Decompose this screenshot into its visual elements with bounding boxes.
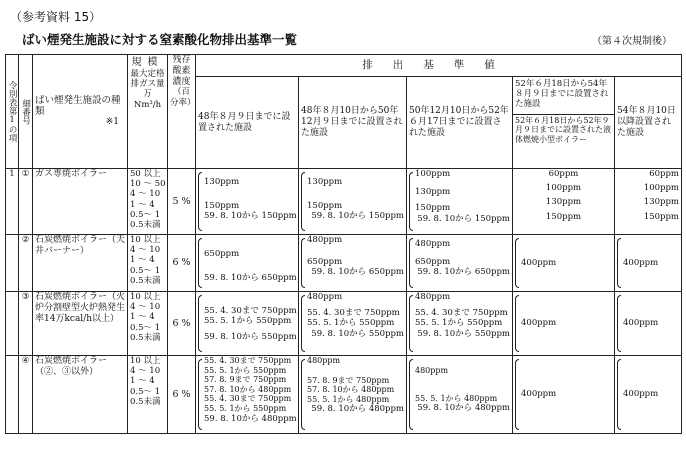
facility-name: 石炭燃焼ボイラー（②、③以外）: [33, 356, 128, 434]
col-header-scale: [128, 55, 168, 169]
standard-note: 59. 8. 10から 550ppm: [204, 332, 297, 343]
period4-label: 52年６月18日から54年８月９日までに設置された施設: [515, 79, 609, 110]
scale-item: 0.5未満: [130, 332, 161, 343]
standard-value: 55. 5. 1から 550ppm: [204, 365, 287, 375]
o2-unit-label: （百分率）: [170, 87, 196, 108]
o2-value: 6 %: [168, 292, 196, 356]
standard-period5: [615, 169, 682, 235]
reference-label: （参考資料 15）: [10, 10, 102, 24]
scale-item: 1 ～ 4: [130, 255, 155, 266]
standard-note: 59. 8. 10から 480ppm: [311, 404, 404, 415]
standard-note: 59. 8. 10から 650ppm: [417, 267, 510, 278]
scale-item: 4 ～ 10: [130, 302, 161, 313]
scale-item: 10 以上: [130, 356, 161, 366]
scale-item: 0.5未満: [130, 275, 161, 286]
facility-type-label: ばい煙発生施設の種類: [35, 94, 121, 118]
standard-value: 130ppm: [307, 177, 343, 187]
standard-period4: 400ppm: [513, 235, 615, 292]
facility-note-label: ※1: [105, 117, 119, 128]
standard-value: 55. 5. 1から 550ppm: [204, 403, 287, 413]
facility-name: 石炭燃焼ボイラー（天井バーナー）: [33, 235, 128, 292]
scale-list: [128, 169, 168, 235]
col-header-period2: 48年８月10日から50年12月９日までに設置された施設: [299, 77, 407, 169]
standard-value: 55. 5. 1から 480ppm: [307, 394, 390, 404]
scale-item: 1 ～ 4: [130, 199, 155, 210]
sub-no: ②: [19, 235, 33, 292]
standard-value: 57. 8. 10から 480ppm: [204, 384, 292, 394]
o2-value: 6 %: [168, 356, 196, 434]
standard-period2: [299, 169, 407, 235]
facility-name: ガス専焼ボイラー: [33, 169, 128, 235]
standard-value: 55. 4. 30まで 750ppm: [307, 308, 400, 319]
emission-standards-table: [5, 54, 682, 434]
standard-period3: [407, 356, 513, 434]
o2-value: 5 %: [168, 169, 196, 235]
col-header-sub-no: 細番号: [19, 55, 33, 169]
standard-value: 130ppm: [643, 197, 679, 208]
standard-period5: 400ppm: [615, 235, 682, 292]
standard-value: 480ppm: [415, 292, 451, 302]
scale-list: [128, 292, 168, 356]
standard-value: 55. 4. 30まで 750ppm: [204, 394, 292, 404]
scale-item: 1 ～ 4: [130, 376, 155, 387]
item-no-empty: [6, 292, 19, 356]
standard-note: 59. 8. 10から 150ppm: [204, 211, 297, 222]
standard-value: 55. 4. 30まで 750ppm: [204, 306, 297, 316]
standard-period1: [196, 356, 299, 434]
standard-value: 150ppm: [307, 201, 343, 212]
col-header-item-no: 令別表第1の項: [6, 55, 19, 169]
standard-value: 650ppm: [415, 257, 451, 268]
standard-value: 57. 8. 9まで 750ppm: [204, 375, 287, 385]
scale-item: 1 ～ 4: [130, 312, 155, 323]
scale-item: 10 以上: [130, 235, 161, 245]
scale-list: [128, 235, 168, 292]
col-header-facility: [33, 55, 128, 169]
standard-value: 650ppm: [307, 257, 343, 268]
standard-period2: [299, 235, 407, 292]
standard-value: 57. 8. 9まで 750ppm: [307, 375, 390, 385]
standard-period5: 400ppm: [615, 292, 682, 356]
standard-period2: [299, 356, 407, 434]
standard-value: 57. 8. 10から 480ppm: [307, 385, 395, 395]
standard-value: 130ppm: [204, 177, 240, 187]
standard-value: 650ppm: [204, 249, 240, 259]
scale-item: 10 ～ 50: [130, 179, 166, 190]
standard-period4: [513, 169, 615, 235]
standard-value: 100ppm: [545, 183, 582, 194]
scale-item: 0.5未満: [130, 396, 161, 407]
scale-item: 0.5～ 1: [130, 322, 161, 333]
standard-value: 100ppm: [643, 183, 679, 194]
standard-note: 59. 8. 10から 150ppm: [417, 213, 510, 224]
standard-value: 130ppm: [415, 187, 451, 198]
standard-value: 55. 5. 1から 480ppm: [415, 393, 498, 403]
regulation-note: （第４次規制後）: [592, 36, 672, 47]
standard-value: 150ppm: [643, 211, 679, 222]
standard-value: 60ppm: [649, 169, 679, 179]
standard-value: 480ppm: [415, 366, 449, 375]
scale-item: 0.5～ 1: [130, 209, 161, 220]
standard-period3: [407, 169, 513, 235]
standard-value: 150ppm: [415, 203, 451, 214]
standard-note: 59. 8. 10から 550ppm: [417, 328, 510, 339]
sub-no: ①: [19, 169, 33, 235]
item-no-empty: [6, 235, 19, 292]
standard-value: 480ppm: [307, 356, 341, 365]
o2-head-label: 残存酸素濃度: [172, 55, 191, 87]
col-header-period3: 50年12月10日から52年６月17日までに設置された施設: [407, 77, 513, 169]
standard-value: 55. 4. 30まで 750ppm: [204, 356, 292, 365]
standard-value: 150ppm: [545, 211, 582, 222]
standard-period1: [196, 292, 299, 356]
scale-item: 50 以上: [130, 169, 161, 179]
scale-item: 0.5～ 1: [130, 265, 161, 276]
item-no: 1: [6, 169, 19, 235]
standard-period3: [407, 235, 513, 292]
col-header-period4: [513, 77, 615, 169]
standard-period2: [299, 292, 407, 356]
scale-detail-label: 最大定格排ガス量万Nm³/h: [130, 69, 165, 110]
col-header-period5: 54年８月10日以降設置された施設: [615, 77, 682, 169]
scale-item: 0.5未満: [130, 219, 161, 230]
standard-note: 59. 8. 10から 650ppm: [311, 267, 404, 278]
standard-value: 480ppm: [307, 235, 343, 245]
standard-period1: [196, 169, 299, 235]
standard-note: 59. 8. 10から 550ppm: [311, 328, 404, 339]
period4-sub-label: 52年６月18日から52年９月９日までに設置された液体燃焼小型ボイラー: [513, 114, 614, 146]
standard-note: 59. 8. 10から 480ppm: [417, 403, 510, 414]
standard-value: 55. 4. 30まで 750ppm: [415, 308, 508, 319]
standard-period4: 400ppm: [513, 356, 615, 434]
scale-item: 0.5～ 1: [130, 386, 161, 397]
standard-value: 60ppm: [548, 169, 579, 179]
standard-value: 55. 5. 1から 550ppm: [415, 318, 503, 329]
standard-period1: [196, 235, 299, 292]
col-header-o2: [168, 55, 196, 169]
item-no-empty: [6, 356, 19, 434]
scale-item: 4 ～ 10: [130, 366, 161, 377]
document-title: ばい煙発生施設に対する窒素酸化物排出基準一覧: [22, 32, 298, 47]
col-header-standard: 排出基準値: [196, 55, 682, 77]
standard-value: 55. 5. 1から 550ppm: [307, 318, 395, 329]
sub-no: ③: [19, 292, 33, 356]
standard-period3: [407, 292, 513, 356]
standard-value: 100ppm: [415, 169, 451, 179]
facility-name: 石炭燃焼ボイラー（火炉分割壁型火炉熱発生率14万kcal/h以上）: [33, 292, 128, 356]
sub-no: ④: [19, 356, 33, 434]
standard-value: 150ppm: [204, 201, 240, 212]
scale-item: 10 以上: [130, 292, 161, 302]
standard-value: 55. 5. 1から 550ppm: [204, 316, 292, 327]
standard-period4: 400ppm: [513, 292, 615, 356]
scale-head-label: 規模: [131, 57, 164, 68]
scale-list: [128, 356, 168, 434]
standard-value: 130ppm: [545, 197, 582, 208]
standard-value: 480ppm: [415, 239, 451, 249]
scale-item: 4 ～ 10: [130, 245, 161, 256]
scale-item: 4 ～ 10: [130, 189, 161, 200]
standard-period5: 400ppm: [615, 356, 682, 434]
o2-value: 6 %: [168, 235, 196, 292]
standard-value: 480ppm: [307, 292, 343, 302]
standard-note: 59. 8. 10から 480ppm: [204, 413, 297, 424]
standard-note: 59. 8. 10から 650ppm: [204, 273, 297, 284]
col-header-period1: 48年８月９日までに設置された施設: [196, 77, 299, 169]
standard-note: 59. 8. 10から 150ppm: [311, 211, 404, 222]
